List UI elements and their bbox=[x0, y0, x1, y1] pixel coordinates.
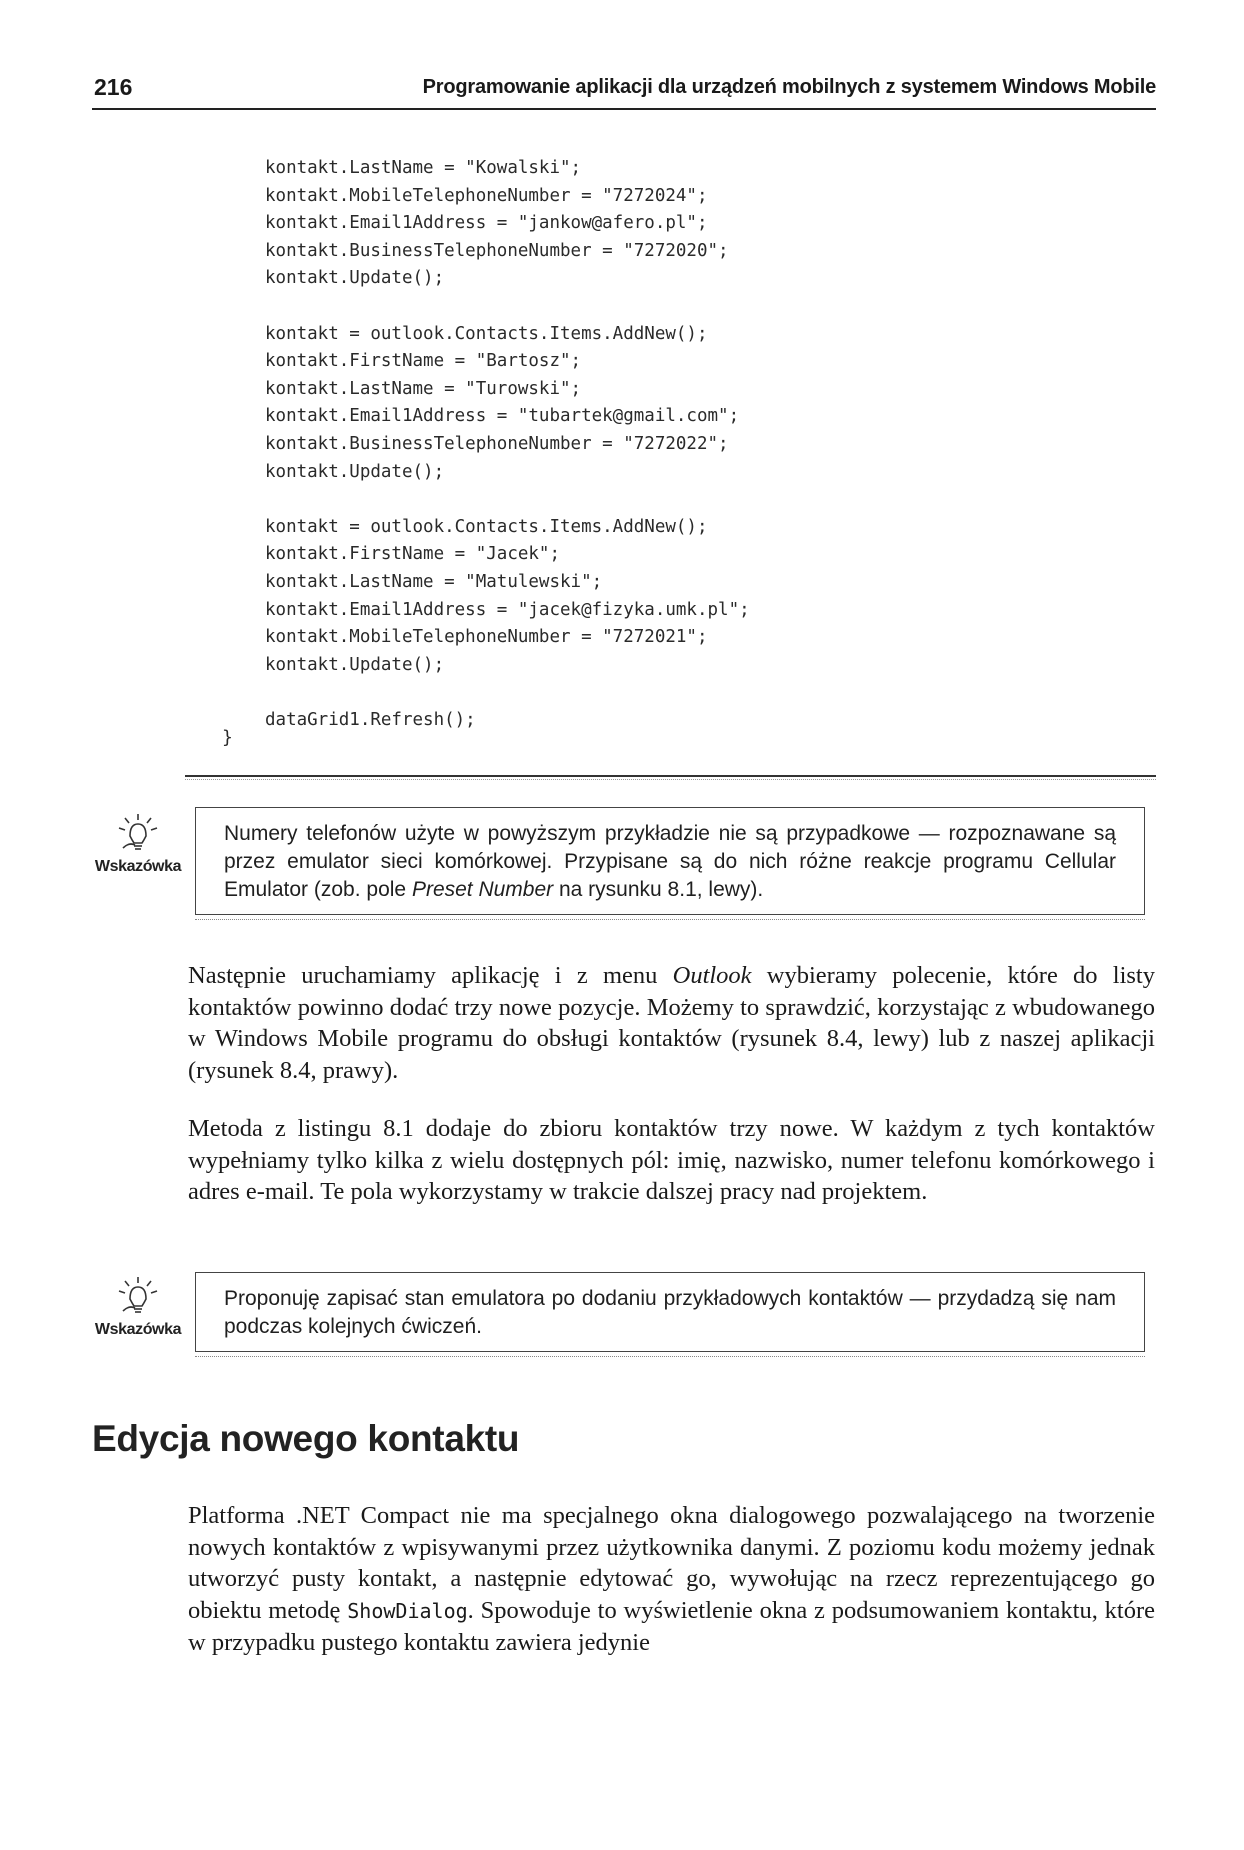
code-line: kontakt.Update(); bbox=[265, 461, 445, 482]
code-line: kontakt.BusinessTelephoneNumber = "7272020"; bbox=[265, 240, 729, 261]
inline-code: ShowDialog bbox=[347, 1598, 468, 1623]
tip-text: Numery telefonów użyte w powyższym przykładzie nie są przypadkowe — rozpoznawane są przez emulator sieci komórkowej. Przypisane są do nich różne reakcje programu Cellular Emulator (zob. pole bbox=[224, 822, 1116, 901]
code-line: kontakt.Update(); bbox=[265, 654, 445, 675]
tip-label: Wskazówka bbox=[94, 858, 182, 875]
code-line: kontakt.LastName = "Matulewski"; bbox=[265, 571, 603, 592]
paragraph-text: Metoda z listingu 8.1 dodaje do zbioru kontaktów trzy nowe. W każdym z tych kontaktów wypełniamy tylko kilka z wielu dostępnych pól: imię, nazwisko, numer telefonu komórkowego i adres e-mail. Te pola wykorzystamy w trakcie dalszej pracy nad projektem. bbox=[188, 1115, 1155, 1205]
tip-icon-block bbox=[88, 812, 188, 876]
code-line: kontakt.Email1Address = "tubartek@gmail.com"; bbox=[265, 406, 740, 427]
running-title: Programowanie aplikacji dla urządzeń mobilnych z systemem Windows Mobile bbox=[422, 76, 1156, 98]
code-line: dataGrid1.Refresh(); bbox=[265, 709, 476, 730]
lightbulb-icon bbox=[115, 812, 161, 856]
tip-emphasis: Preset Number bbox=[411, 878, 554, 901]
tip-box bbox=[195, 1272, 1145, 1352]
body-paragraph bbox=[188, 960, 1155, 1086]
paragraph-text: Platforma .NET Compact nie ma specjalnego okna dialogowego pozwalającego na tworzenie nowych kontaktów z wpisywanymi przez użytkownika danymi. Z poziomu kodu możemy jednak utworzyć pusty kontakt, a następnie edytować go, wywołując na rzecz reprezentującego go obiektu metodę bbox=[188, 1502, 1155, 1624]
code-line: kontakt.Email1Address = "jacek@fizyka.umk.pl"; bbox=[265, 599, 750, 620]
page-header bbox=[92, 72, 1156, 110]
body-paragraph bbox=[188, 1500, 1155, 1659]
code-line: kontakt.Email1Address = "jankow@afero.pl"; bbox=[265, 213, 708, 234]
paragraph-text-end: wybieramy polecenie, które do listy kontaktów powinno dodać trzy nowe pozycje. Możemy to sprawdzić, korzystając z wbudowanego w Windows Mobile programu do obsługi kontaktów (rysunek 8.4, lewy) lub z naszej aplikacji (rysunek 8.4, prawy). bbox=[188, 962, 1155, 1084]
code-blank-line bbox=[265, 293, 1165, 321]
code-listing bbox=[265, 155, 1165, 734]
code-line: kontakt.FirstName = "Jacek"; bbox=[265, 544, 561, 565]
lightbulb-icon bbox=[115, 1275, 161, 1319]
code-line: kontakt.MobileTelephoneNumber = "7272021"; bbox=[265, 627, 708, 648]
code-line: kontakt.BusinessTelephoneNumber = "7272022"; bbox=[265, 433, 729, 454]
code-line: kontakt.MobileTelephoneNumber = "7272024"; bbox=[265, 185, 708, 206]
tip-icon-block bbox=[88, 1275, 188, 1339]
code-line: kontakt.FirstName = "Bartosz"; bbox=[265, 351, 582, 372]
listing-end-dotted-rule bbox=[185, 779, 1156, 780]
code-line: kontakt.LastName = "Turowski"; bbox=[265, 378, 582, 399]
code-line: kontakt.Update(); bbox=[265, 268, 445, 289]
code-line: kontakt.LastName = "Kowalski"; bbox=[265, 158, 582, 178]
page-number: 216 bbox=[94, 74, 133, 100]
code-blank-line bbox=[265, 679, 1165, 707]
menu-name-emphasis: Outlook bbox=[672, 962, 752, 989]
body-paragraph bbox=[188, 1113, 1155, 1208]
tip-text-end: na rysunku 8.1, lewy). bbox=[553, 878, 764, 901]
section-heading: Edycja nowego kontaktu bbox=[92, 1418, 520, 1459]
code-line: kontakt = outlook.Contacts.Items.AddNew(); bbox=[265, 323, 708, 344]
tip-text: Proponuję zapisać stan emulatora po dodaniu przykładowych kontaktów — przydadzą się nam podczas kolejnych ćwiczeń. bbox=[224, 1287, 1116, 1338]
paragraph-text: Następnie uruchamiamy aplikację i z menu bbox=[188, 962, 673, 989]
code-blank-line bbox=[265, 486, 1165, 514]
closing-brace: } bbox=[222, 727, 233, 748]
paragraph-text-end: . Spowoduje to wyświetlenie okna z podsumowaniem kontaktu, które w przypadku pustego kontaktu zawiera jedynie bbox=[188, 1596, 1155, 1656]
code-line: kontakt = outlook.Contacts.Items.AddNew(); bbox=[265, 516, 708, 537]
tip-box bbox=[195, 807, 1145, 915]
listing-end-rule bbox=[185, 775, 1156, 777]
tip-label: Wskazówka bbox=[94, 1321, 182, 1338]
